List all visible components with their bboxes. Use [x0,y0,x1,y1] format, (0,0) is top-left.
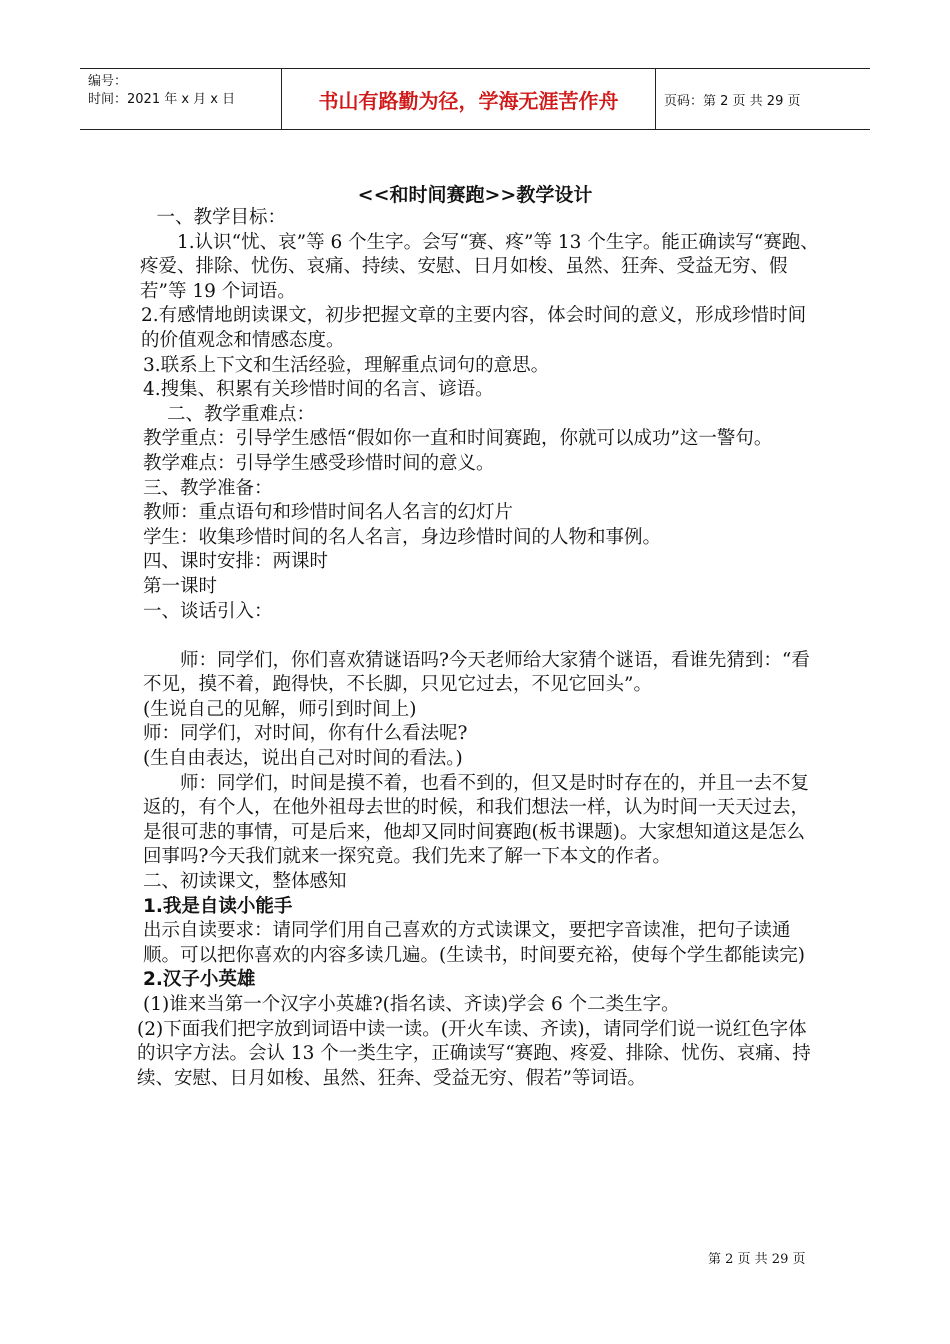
paragraph: 教学难点：引导学生感受珍惜时间的意义。 [143,452,495,474]
paragraph: 一、谈话引入： [143,600,273,622]
document-title: <<和时间赛跑>>教学设计 [357,184,593,206]
document-body [137,206,819,1091]
section-heading: 1.我是自读小能手 [143,895,293,917]
paragraph: 4.搜集、积累有关珍惜时间的名言、谚语。 [143,379,494,401]
header-motto: 书山有路勤为径，学海无涯苦作舟 [281,69,656,129]
paragraph: 第一课时 [143,575,218,597]
header-meta [80,69,281,129]
paragraph: 师：同学们，对时间，你有什么看法呢? [143,723,468,745]
paragraph: 师：同学们，你们喜欢猜谜语吗?今天老师给大家猜个谜语，看谁先猜到：“看不见，摸不着，跑得快，不长脚，只见它过去，不见它回头”。 [143,649,810,696]
paragraph: 2.有感情地朗读课文，初步把握文章的主要内容，体会时间的意义，形成珍惜时间的价值观念和情感态度。 [141,305,807,351]
section-heading: 2.汉子小英雄 [143,969,256,991]
paragraph: 四、课时安排：两课时 [143,551,329,573]
paragraph: 二、初读课文，整体感知 [143,871,347,893]
paragraph: 1.认识“忧、哀”等 6 个生字。会写“赛、疼”等 13 个生字。能正确读写“赛跑、疼爱、排除、忧伤、哀痛、持续、安慰、日月如梭、虽然、狂奔、受益无穷、假若”等 19 个词语。 [140,231,819,302]
paragraph: 师：同学们，时间是摸不着，也看不到的，但又是时时存在的，并且一去不复返的，有个人，在他外祖母去世的时候，和我们想法一样，认为时间一天天过去，是很可悲的事情，可是后来，他却又同时间赛跑(板书课题)。大家想知道这是怎么回事吗?今天我们就来一探究竟。我们先来了解一下本文的作者。 [143,772,810,868]
page-footer: 第 2 页 共 29 页 [708,1252,806,1267]
blank-line [143,624,819,649]
paragraph: 学生：收集珍惜时间的名人名言，身边珍惜时间的人物和事例。 [143,526,662,548]
paragraph: (生说自己的见解，师引到时间上) [143,698,417,720]
paragraph: (1)谁来当第一个汉字小英雄?(指名读、齐读)学会 6 个二类生字。 [143,994,680,1015]
doc-time-label: 时间：2021 年 x 月 x 日 [88,92,236,107]
paragraph: 三、教学准备： [143,477,273,499]
paragraph: (2)下面我们把字放到词语中读一读。(开火车读、齐读)，请同学们说一说红色字体的识字方法。会认 13 个一类生字，正确读写“赛跑、疼爱、排除、忧伤、哀痛、持续、安慰、日月如梭、虽然、狂奔、受益无穷、假若”等词语。 [137,1018,811,1089]
paragraph: 出示自读要求：请同学们用自己喜欢的方式读课文，要把字音读准，把句子读通顺。可以把你喜欢的内容多读几遍。(生读书，时间要充裕，使每个学生都能读完) [143,920,805,966]
page-header [80,68,870,130]
paragraph: 3.联系上下文和生活经验，理解重点词句的意思。 [143,354,550,376]
paragraph: 教师：重点语句和珍惜时间名人名言的幻灯片 [143,502,514,524]
paragraph: 二、教学重难点： [167,403,316,425]
paragraph: 一、教学目标： [138,207,287,228]
header-page-label: 页码：第 2 页 共 29 页 [664,93,801,109]
paragraph: (生自由表达，说出自己对时间的看法。) [143,748,463,770]
doc-number-label: 编号： [88,74,128,89]
paragraph: 教学重点：引导学生感悟“假如你一直和时间赛跑，你就可以成功”这一警句。 [143,428,773,450]
